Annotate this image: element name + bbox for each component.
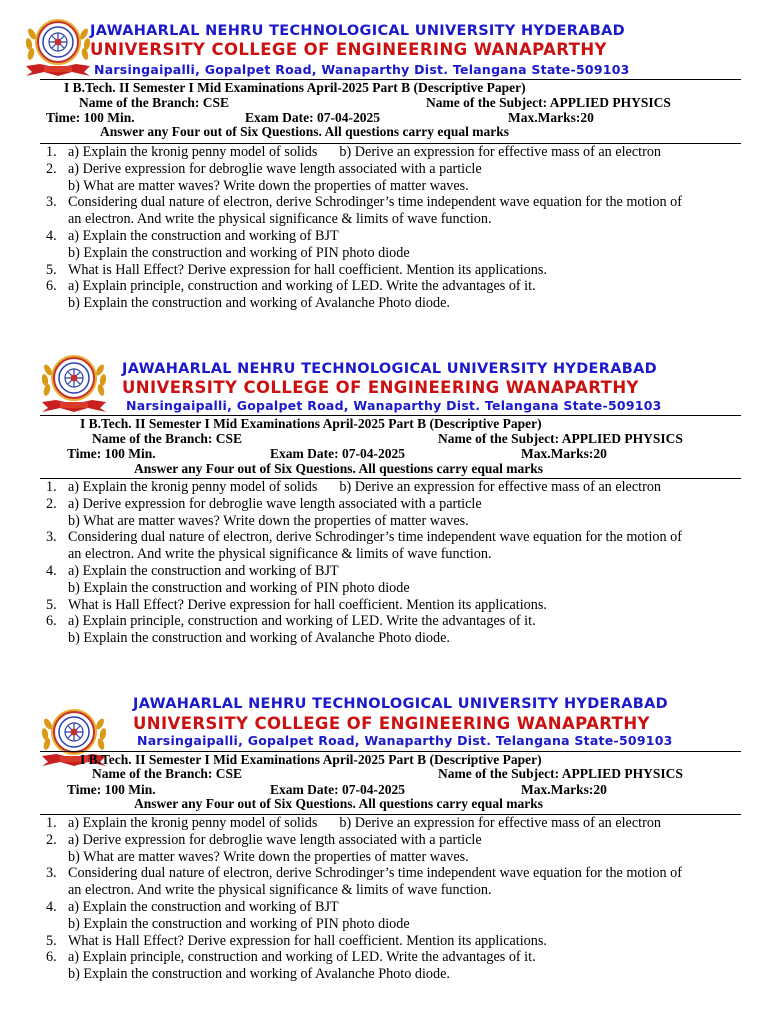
university-name: JAWAHARLAL NEHRU TECHNOLOGICAL UNIVERSITY HYDERABAD <box>90 23 625 39</box>
subject-label: Name of the Subject <box>438 766 555 781</box>
subject-value: : APPLIED PHYSICS <box>554 431 683 446</box>
university-name: JAWAHARLAL NEHRU TECHNOLOGICAL UNIVERSITY HYDERABAD <box>122 361 657 377</box>
question-item <box>46 496 682 530</box>
question-paper <box>0 336 768 666</box>
question-item <box>46 278 682 312</box>
question-number: 6. <box>46 613 57 630</box>
question-line <box>68 144 682 161</box>
branch-name: Name of the Branch: CSE <box>92 431 242 446</box>
question-part-a: a) Explain the kronig penny model of solids <box>68 479 318 495</box>
college-address: Narsingaipalli, Gopalpet Road, Wanaparthy Dist. Telangana State-509103 <box>94 62 630 77</box>
subject-name <box>438 766 683 782</box>
college-address: Narsingaipalli, Gopalpet Road, Wanaparthy Dist. Telangana State-509103 <box>137 733 673 748</box>
question-list <box>46 144 682 312</box>
question-number: 4. <box>46 562 57 579</box>
question-part-b: b) Derive an expression for effective mass of an electron <box>339 144 662 160</box>
question-number: 5. <box>46 932 57 949</box>
branch-name: Name of the Branch: CSE <box>79 95 229 110</box>
question-item <box>46 815 682 832</box>
question-number: 3. <box>46 529 57 546</box>
subject-label: Name of the Subject <box>426 95 543 110</box>
max-marks: Max.Marks:20 <box>521 446 607 461</box>
exam-duration: Time: 100 Min. <box>46 110 135 125</box>
question-line <box>68 815 682 832</box>
branch-name: Name of the Branch: CSE <box>92 766 242 781</box>
college-name: UNIVERSITY COLLEGE OF ENGINEERING WANAPARTHY <box>122 378 639 397</box>
question-part-a: a) Explain the kronig penny model of solids <box>68 815 318 831</box>
question-item <box>46 613 682 647</box>
question-text-line: Considering dual nature of electron, derive Schrodinger’s time independent wave equation for the motion of <box>68 194 682 211</box>
question-number: 2. <box>46 495 57 512</box>
question-part-b: b) Explain the construction and working of Avalanche Photo diode. <box>68 295 450 312</box>
university-name: JAWAHARLAL NEHRU TECHNOLOGICAL UNIVERSITY HYDERABAD <box>133 696 668 712</box>
question-part-b: b) Explain the construction and working of Avalanche Photo diode. <box>68 966 450 983</box>
question-part-b: b) Derive an expression for effective mass of an electron <box>339 479 662 495</box>
college-logo-icon <box>38 350 110 416</box>
question-part-a: a) Explain principle, construction and working of LED. Write the advantages of it. <box>68 949 536 966</box>
question-part-a: a) Explain the construction and working of BJT <box>68 227 339 244</box>
question-number: 4. <box>46 898 57 915</box>
exam-title: I B.Tech. II Semester I Mid Examinations April-2025 Part B (Descriptive Paper) <box>64 80 526 95</box>
question-text: What is Hall Effect? Derive expression for hall coefficient. Mention its applications. <box>68 932 547 949</box>
question-part-b: b) What are matter waves? Write down the properties of matter waves. <box>68 848 469 865</box>
question-item <box>46 933 682 950</box>
question-part-b: b) Explain the construction and working of PIN photo diode <box>68 244 410 261</box>
question-item <box>46 529 682 563</box>
college-address: Narsingaipalli, Gopalpet Road, Wanaparthy Dist. Telangana State-509103 <box>126 398 662 413</box>
question-text-line: Considering dual nature of electron, derive Schrodinger’s time independent wave equation for the motion of <box>68 529 682 546</box>
question-part-a: a) Explain the construction and working of BJT <box>68 562 339 579</box>
question-item <box>46 262 682 279</box>
question-part-b: b) What are matter waves? Write down the properties of matter waves. <box>68 512 469 529</box>
question-part-b: b) Explain the construction and working of PIN photo diode <box>68 915 410 932</box>
max-marks: Max.Marks:20 <box>521 782 607 797</box>
question-item <box>46 832 682 866</box>
question-number: 6. <box>46 278 57 295</box>
question-part-b: b) Derive an expression for effective mass of an electron <box>339 815 662 831</box>
question-item <box>46 899 682 933</box>
question-number: 1. <box>46 479 57 495</box>
max-marks: Max.Marks:20 <box>508 110 594 125</box>
question-number: 5. <box>46 596 57 613</box>
question-number: 2. <box>46 160 57 177</box>
college-logo-icon <box>22 14 94 80</box>
question-number: 5. <box>46 261 57 278</box>
question-part-a: a) Derive expression for debroglie wave length associated with a particle <box>68 831 482 848</box>
exam-instructions: Answer any Four out of Six Questions. All questions carry equal marks <box>134 796 544 811</box>
question-text-line: Considering dual nature of electron, derive Schrodinger’s time independent wave equation for the motion of <box>68 865 682 882</box>
question-part-a: a) Explain the kronig penny model of solids <box>68 144 318 160</box>
college-name: UNIVERSITY COLLEGE OF ENGINEERING WANAPARTHY <box>90 40 607 59</box>
question-part-a: a) Derive expression for debroglie wave length associated with a particle <box>68 160 482 177</box>
subject-value: : APPLIED PHYSICS <box>554 766 683 781</box>
question-paper <box>0 0 768 330</box>
question-part-b: b) What are matter waves? Write down the properties of matter waves. <box>68 177 469 194</box>
question-part-a: a) Explain the construction and working of BJT <box>68 898 339 915</box>
subject-name <box>438 431 683 447</box>
subject-name <box>426 95 671 111</box>
question-item <box>46 949 682 983</box>
question-list <box>46 815 682 983</box>
question-number: 1. <box>46 144 57 160</box>
question-part-a: a) Explain principle, construction and working of LED. Write the advantages of it. <box>68 278 536 295</box>
question-number: 2. <box>46 831 57 848</box>
subject-value: : APPLIED PHYSICS <box>542 95 671 110</box>
question-item <box>46 865 682 899</box>
question-item <box>46 228 682 262</box>
question-item <box>46 479 682 496</box>
question-item <box>46 563 682 597</box>
college-name: UNIVERSITY COLLEGE OF ENGINEERING WANAPARTHY <box>133 714 650 733</box>
question-line <box>68 479 682 496</box>
question-part-a: a) Explain principle, construction and working of LED. Write the advantages of it. <box>68 613 536 630</box>
question-part-a: a) Derive expression for debroglie wave length associated with a particle <box>68 495 482 512</box>
question-number: 4. <box>46 227 57 244</box>
subject-label: Name of the Subject <box>438 431 555 446</box>
exam-date: Exam Date: 07-04-2025 <box>270 446 405 461</box>
question-text: What is Hall Effect? Derive expression for hall coefficient. Mention its applications. <box>68 596 547 613</box>
exam-date: Exam Date: 07-04-2025 <box>245 110 380 125</box>
question-item <box>46 194 682 228</box>
question-item <box>46 144 682 161</box>
exam-instructions: Answer any Four out of Six Questions. All questions carry equal marks <box>134 461 544 476</box>
question-list <box>46 479 682 647</box>
exam-title: I B.Tech. II Semester I Mid Examinations April-2025 Part B (Descriptive Paper) <box>80 752 542 767</box>
question-number: 3. <box>46 865 57 882</box>
question-number: 6. <box>46 949 57 966</box>
question-text-line: an electron. And write the physical significance & limits of wave function. <box>68 211 492 228</box>
question-item <box>46 161 682 195</box>
exam-duration: Time: 100 Min. <box>67 782 156 797</box>
exam-duration: Time: 100 Min. <box>67 446 156 461</box>
question-text-line: an electron. And write the physical significance & limits of wave function. <box>68 546 492 563</box>
exam-instructions: Answer any Four out of Six Questions. All questions carry equal marks <box>100 124 510 139</box>
question-paper <box>0 672 768 1002</box>
exam-title: I B.Tech. II Semester I Mid Examinations April-2025 Part B (Descriptive Paper) <box>80 416 542 431</box>
question-part-b: b) Explain the construction and working of PIN photo diode <box>68 579 410 596</box>
question-part-b: b) Explain the construction and working of Avalanche Photo diode. <box>68 630 450 647</box>
question-number: 1. <box>46 815 57 831</box>
question-text: What is Hall Effect? Derive expression for hall coefficient. Mention its applications. <box>68 261 547 278</box>
question-item <box>46 597 682 614</box>
question-text-line: an electron. And write the physical significance & limits of wave function. <box>68 882 492 899</box>
question-number: 3. <box>46 194 57 211</box>
exam-date: Exam Date: 07-04-2025 <box>270 782 405 797</box>
